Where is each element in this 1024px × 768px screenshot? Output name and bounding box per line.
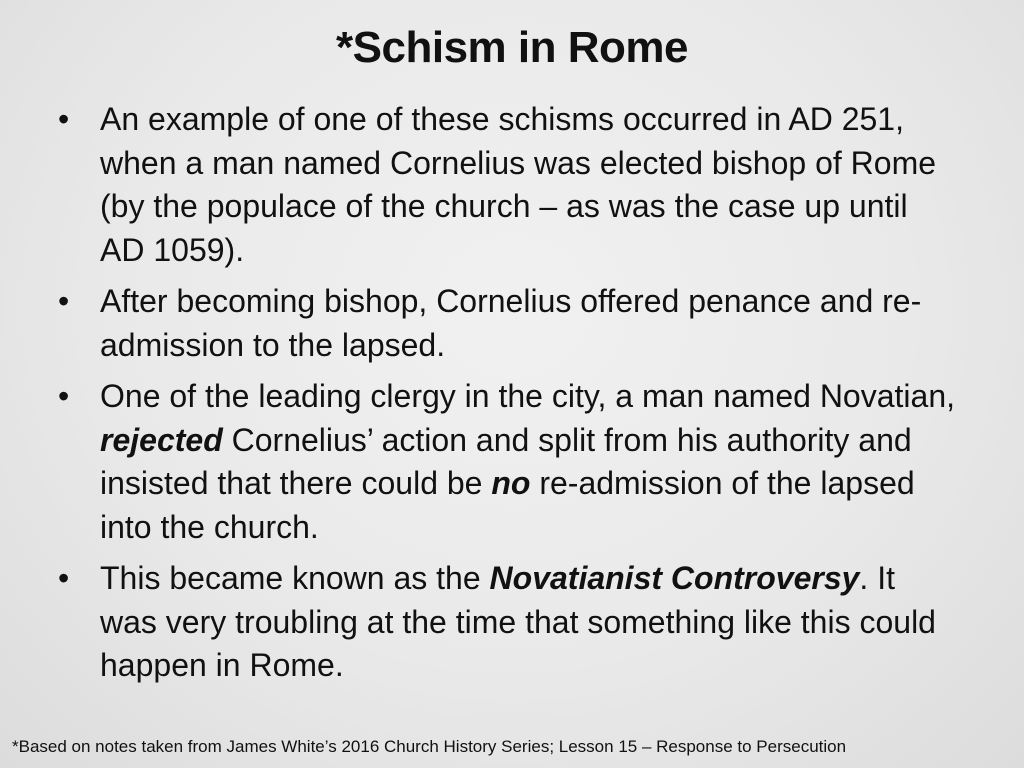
bullet-icon: • (58, 378, 70, 414)
bullet-text-part: . It was very troubling at the time that something like this could happen in Rome. (100, 560, 936, 683)
bullet-text-part: Cornelius’ action and split from his authority and insisted that there could be (100, 421, 912, 501)
bullet-icon: • (58, 560, 70, 596)
bullet-list (58, 98, 958, 696)
bullet-text: An example of one of these schisms occurred in AD 251, when a man named Cornelius was elected bishop of Rome (by the populace of the church – as was the case up until AD 1059). (100, 101, 937, 268)
bullet-icon: • (58, 101, 70, 137)
bullet-text (100, 560, 936, 683)
bullet-text-part: re-admission of the lapsed into the church. (100, 465, 915, 545)
bullet-text-part: One of the leading clergy in the city, a man named Novatian, (100, 378, 955, 414)
bullet-item (58, 375, 958, 549)
bullet-text: After becoming bishop, Cornelius offered penance and re-admission to the lapsed. (100, 283, 922, 363)
footnote: *Based on notes taken from James White’s 2016 Church History Series; Lesson 15 – Response to Persecution (12, 737, 847, 756)
bullet-item (58, 280, 958, 367)
emphasized-text: rejected (100, 421, 223, 458)
bullet-item (58, 557, 958, 688)
bullet-text (100, 378, 955, 545)
emphasized-text: no (491, 465, 531, 501)
bullet-icon: • (58, 283, 70, 319)
emphasized-text: Novatianist Controversy (489, 560, 860, 596)
bullet-text-part: This became known as the (100, 560, 490, 596)
slide-title: *Schism in Rome (336, 23, 688, 72)
bullet-item (58, 98, 958, 272)
